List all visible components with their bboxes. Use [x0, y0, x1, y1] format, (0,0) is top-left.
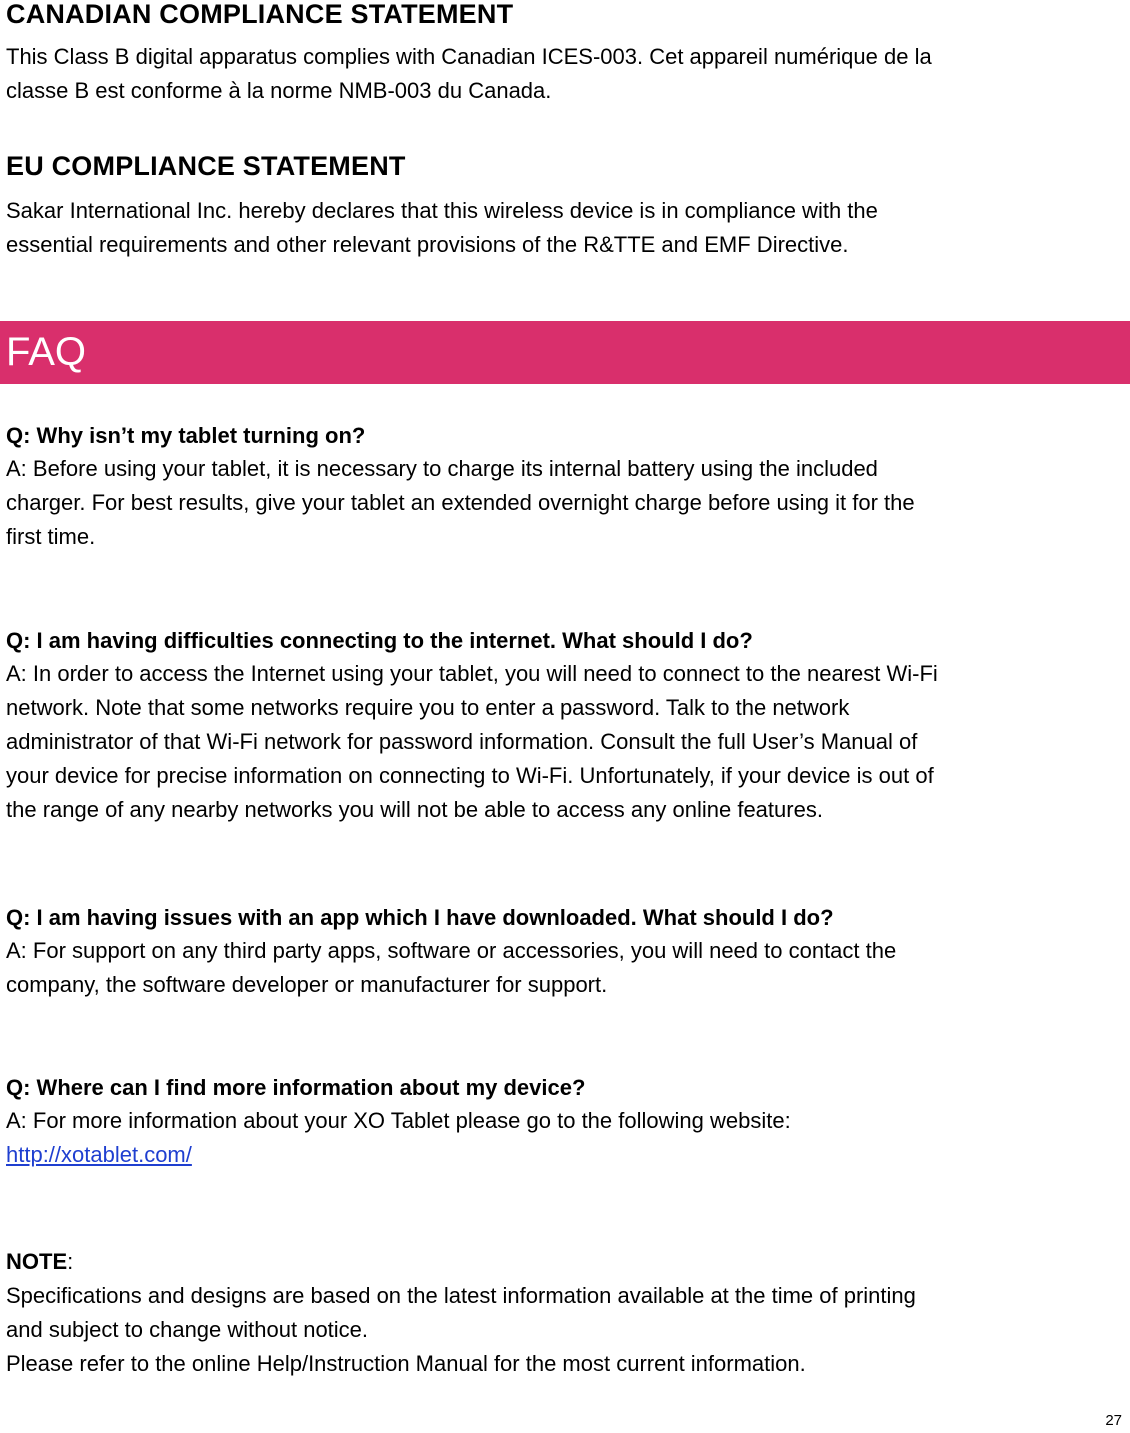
note-text [6, 1279, 1121, 1381]
note-colon: : [67, 1249, 74, 1274]
faq-answer-line: A: For support on any third party apps, software or accessories, you will need to contact the [6, 938, 897, 963]
eu-line-1: Sakar International Inc. hereby declares that this wireless device is in compliance with the [6, 198, 878, 223]
faq-answer-line: your device for precise information on connecting to Wi-Fi. Unfortunately, if your device is out of [6, 763, 934, 788]
note-line: and subject to change without notice. [6, 1317, 369, 1342]
faq-answer-line: A: For more information about your XO Tablet please go to the following website: [6, 1108, 791, 1133]
note-line: Please refer to the online Help/Instruction Manual for the most current information. [6, 1351, 806, 1376]
eu-compliance-heading: EU COMPLIANCE STATEMENT [6, 151, 406, 181]
faq-question: Q: Why isn’t my tablet turning on? [6, 423, 366, 448]
faq-banner [0, 321, 1130, 384]
faq-answer [6, 1104, 1126, 1172]
faq-answer [6, 657, 1126, 827]
faq-answer-line: administrator of that Wi-Fi network for password information. Consult the full User’s Manual of [6, 729, 918, 754]
faq-answer-line: first time. [6, 524, 96, 549]
faq-answer-line: the range of any nearby networks you will not be able to access any online features. [6, 797, 823, 822]
faq-question: Q: I am having issues with an app which I have downloaded. What should I do? [6, 905, 834, 930]
faq-answer-line: A: In order to access the Internet using your tablet, you will need to connect to the nearest Wi-Fi [6, 661, 938, 686]
website-link[interactable]: http://xotablet.com/ [6, 1142, 192, 1167]
note-line: Specifications and designs are based on the latest information available at the time of printing [6, 1283, 916, 1308]
note-label-line [6, 1245, 1121, 1279]
faq-answer-line: A: Before using your tablet, it is necessary to charge its internal battery using the included [6, 456, 878, 481]
canadian-compliance-text [6, 40, 1121, 108]
faq-answer-line: charger. For best results, give your tablet an extended overnight charge before using it for the [6, 490, 915, 515]
faq-question: Q: I am having difficulties connecting to the internet. What should I do? [6, 628, 753, 653]
canadian-compliance-heading: CANADIAN COMPLIANCE STATEMENT [6, 0, 514, 29]
eu-line-2: essential requirements and other relevant provisions of the R&TTE and EMF Directive. [6, 232, 849, 257]
canadian-line-1: This Class B digital apparatus complies with Canadian ICES-003. Cet appareil numérique de la [6, 44, 932, 69]
page-number: 27 [1105, 1412, 1122, 1429]
note-label: NOTE [6, 1249, 68, 1274]
faq-question: Q: Where can I find more information about my device? [6, 1075, 586, 1100]
canadian-line-2: classe B est conforme à la norme NMB-003 du Canada. [6, 78, 552, 103]
eu-compliance-text [6, 194, 1121, 262]
faq-answer [6, 452, 1126, 554]
faq-answer-line: company, the software developer or manufacturer for support. [6, 972, 608, 997]
faq-title: FAQ [6, 330, 87, 374]
faq-answer [6, 934, 1126, 1002]
faq-answer-line: network. Note that some networks require you to enter a password. Talk to the network [6, 695, 850, 720]
